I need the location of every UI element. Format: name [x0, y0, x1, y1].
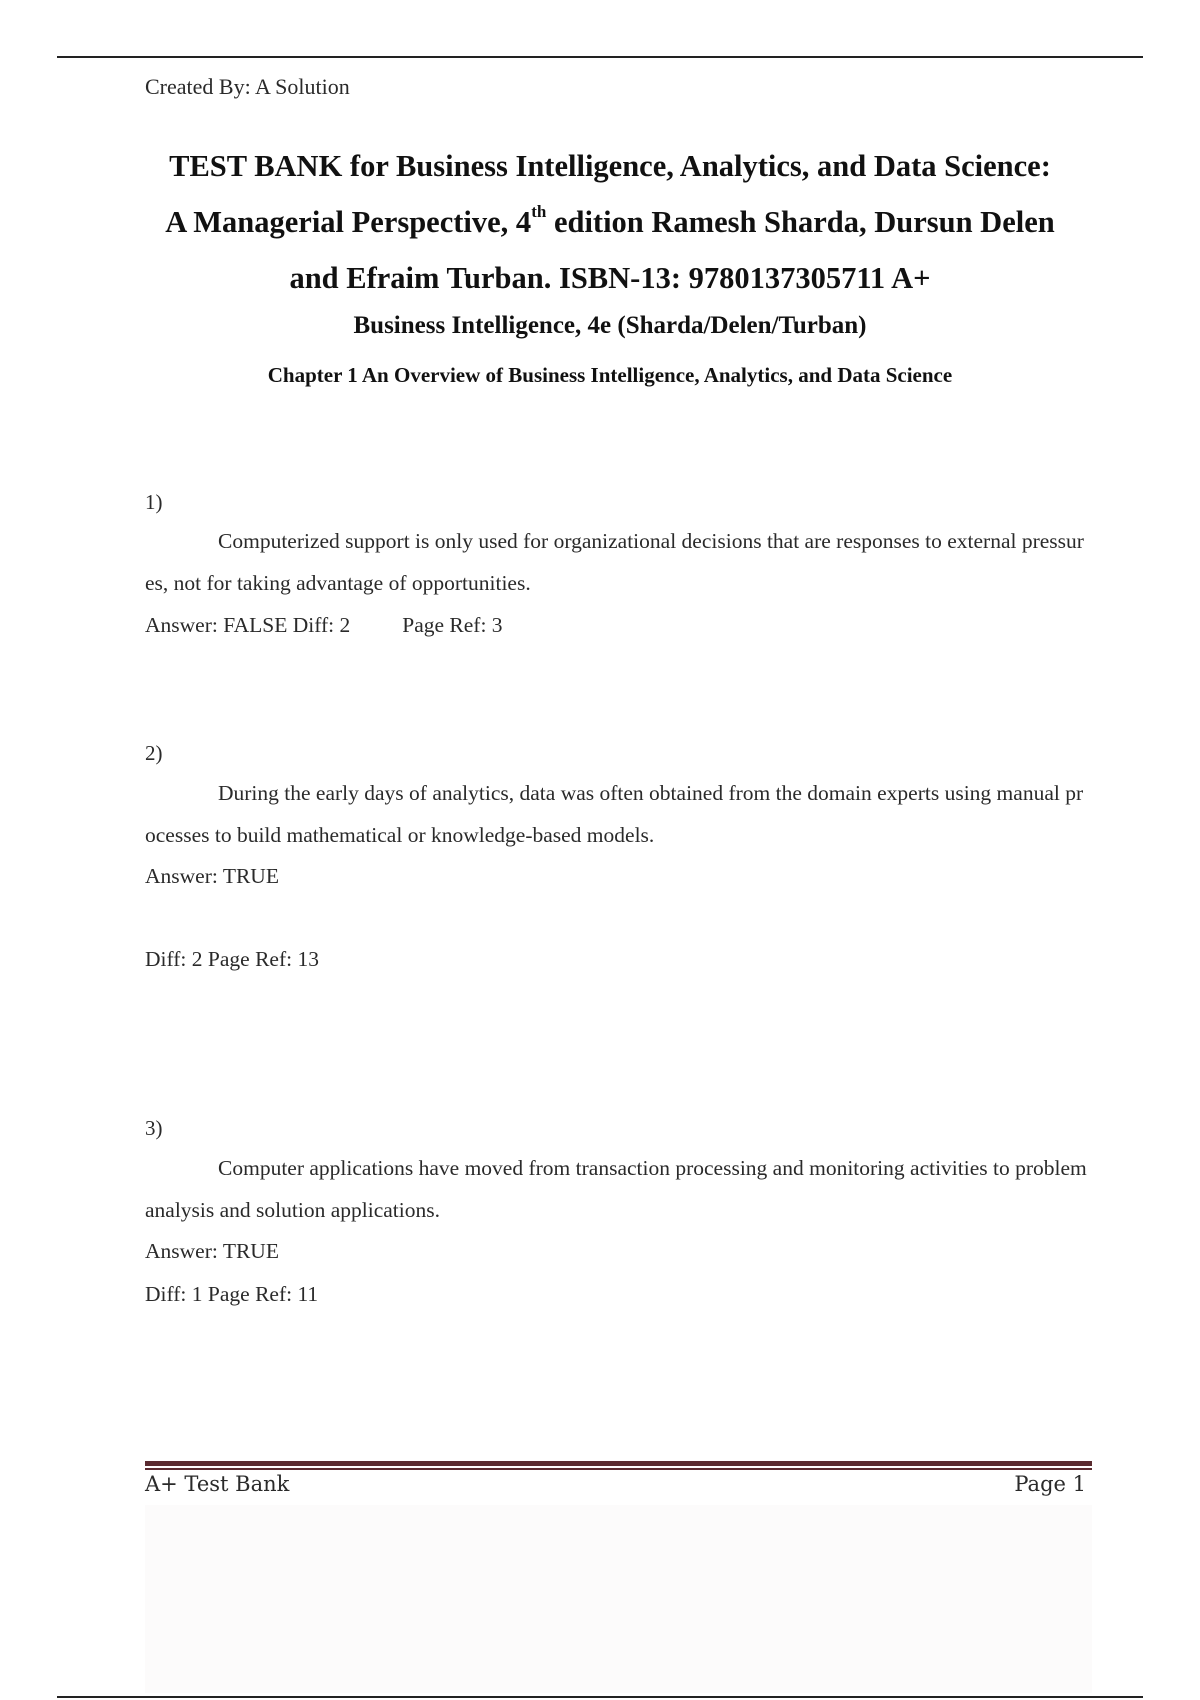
question-2-meta: Diff: 2 Page Ref: 13 [145, 947, 319, 971]
book-subtitle: Business Intelligence, 4e (Sharda/Delen/Turban) [353, 312, 867, 339]
question-2-number: 2) [145, 741, 163, 765]
question-3-number: 3) [145, 1116, 163, 1140]
title-line-2 [130, 194, 1090, 250]
question-3-text: Computer applications have moved from transaction processing and monitoring activities to problem analysis and solution applications. [145, 1156, 1087, 1222]
footer-rule-thin [145, 1468, 1092, 1470]
question-1-number: 1) [145, 490, 163, 514]
title-line-2-suffix: edition Ramesh Sharda, Dursun Delen [546, 205, 1055, 239]
document-title [130, 138, 1090, 306]
title-edition-superscript: th [531, 201, 547, 221]
title-line-3: and Efraim Turban. ISBN-13: 9780137305711 A+ [289, 261, 931, 295]
question-1-page-ref: Page Ref: 3 [402, 613, 503, 637]
page-lower-margin [145, 1505, 1092, 1693]
question-2-answer: Answer: TRUE [145, 864, 279, 888]
title-line-2-prefix: A Managerial Perspective, 4 [165, 205, 532, 239]
top-rule [57, 56, 1143, 58]
question-1-text: Computerized support is only used for organizational decisions that are responses to external pressures, not for taking advantage of opportunities. [145, 529, 1084, 595]
question-2-text: During the early days of analytics, data was often obtained from the domain experts using manual processes to build mathematical or knowledge-based models. [145, 781, 1084, 847]
question-1-answer-line [145, 613, 503, 638]
question-3-meta: Diff: 1 Page Ref: 11 [145, 1282, 319, 1306]
question-3-answer: Answer: TRUE [145, 1239, 279, 1263]
page-number: Page 1 [1014, 1472, 1086, 1496]
created-by-label: Created By: A Solution [145, 74, 350, 99]
footer-rule-thick [145, 1461, 1092, 1466]
bottom-rule [57, 1696, 1143, 1698]
title-line-1: TEST BANK for Business Intelligence, Analytics, and Data Science: [169, 149, 1051, 183]
footer-label: A+ Test Bank [145, 1472, 290, 1496]
chapter-heading: Chapter 1 An Overview of Business Intelligence, Analytics, and Data Science [267, 363, 953, 387]
question-1-answer: Answer: FALSE Diff: 2 [145, 613, 351, 637]
